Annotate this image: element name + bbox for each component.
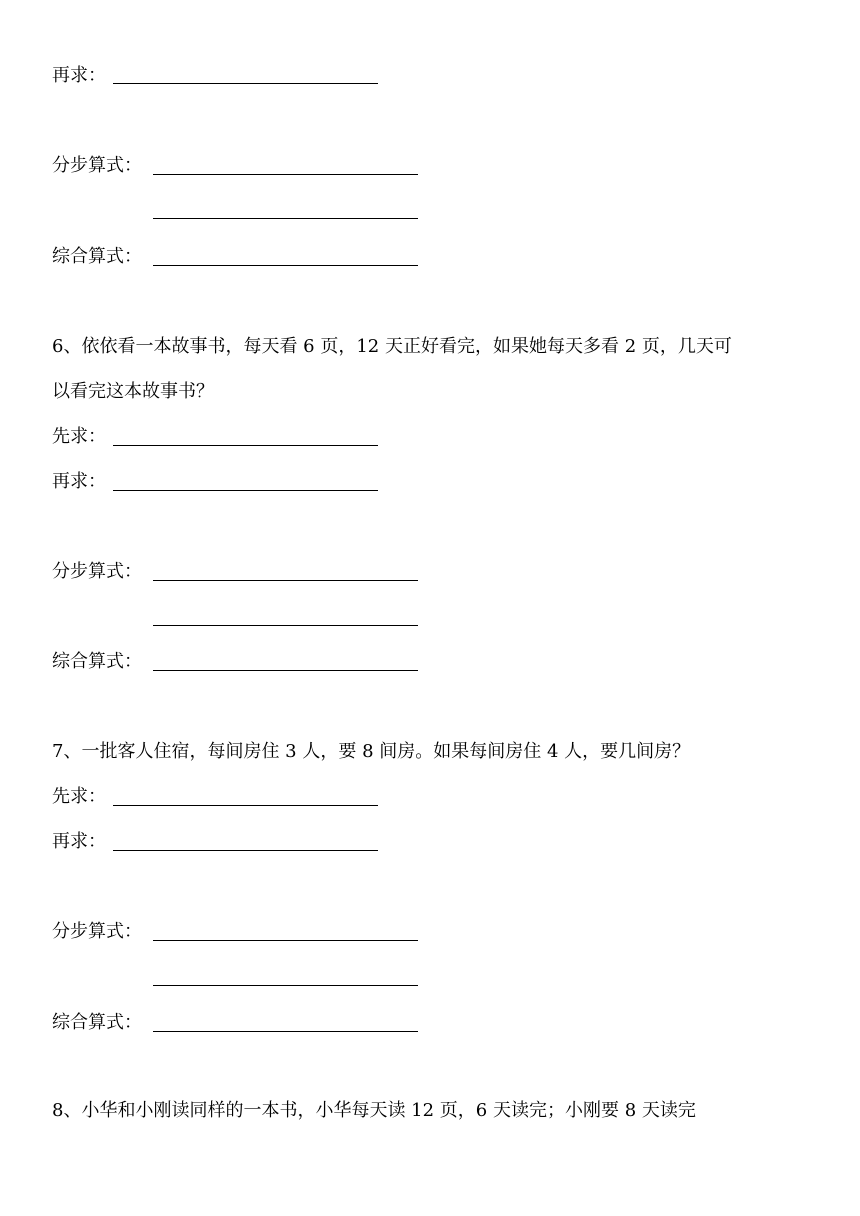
q7-fenbu-label: 分步算式： [52,921,142,942]
q6-xianqiu-label: 先求： [52,426,106,447]
question-6-text-line1: 6、依依看一本故事书，每天看 6 页，12 天正好看完，如果她每天多看 2 页，几天可 [52,336,732,357]
q7-zonghe-label: 综合算式： [52,1012,142,1033]
q7-zaiqiu-label: 再求： [52,831,106,852]
q6-answer-blank-fenbu-2[interactable] [153,625,418,626]
q7-xianqiu-label: 先求： [52,786,106,807]
q6-answer-blank-zonghe[interactable] [153,670,418,671]
question-6-text-line2: 以看完这本故事书？ [52,381,214,402]
q7-answer-blank-zaiqiu[interactable] [113,850,378,851]
q7-answer-blank-xianqiu[interactable] [113,805,378,806]
answer-blank-fenbu-2[interactable] [153,218,418,219]
answer-blank-fenbu-1[interactable] [153,174,418,175]
q6-zonghe-label: 综合算式： [52,651,142,672]
question-7-text: 7、一批客人住宿，每间房住 3 人，要 8 间房。如果每间房住 4 人，要几间房？ [52,741,691,762]
q6-answer-blank-fenbu-1[interactable] [153,580,418,581]
answer-blank-zaiqiu[interactable] [113,83,378,84]
question-8-text: 8、小华和小刚读同样的一本书，小华每天读 12 页，6 天读完；小刚要 8 天读完 [52,1100,696,1121]
answer-blank-zonghe[interactable] [153,265,418,266]
q6-answer-blank-zaiqiu[interactable] [113,490,378,491]
q6-answer-blank-xianqiu[interactable] [113,445,378,446]
q6-fenbu-label: 分步算式： [52,561,142,582]
q7-answer-blank-fenbu-1[interactable] [153,940,418,941]
q7-answer-blank-fenbu-2[interactable] [153,985,418,986]
q6-zaiqiu-label: 再求： [52,471,106,492]
zonghe-label: 综合算式： [52,246,142,267]
zaiqiu-label: 再求： [52,65,106,86]
fenbu-label: 分步算式： [52,155,142,176]
q7-answer-blank-zonghe[interactable] [153,1031,418,1032]
